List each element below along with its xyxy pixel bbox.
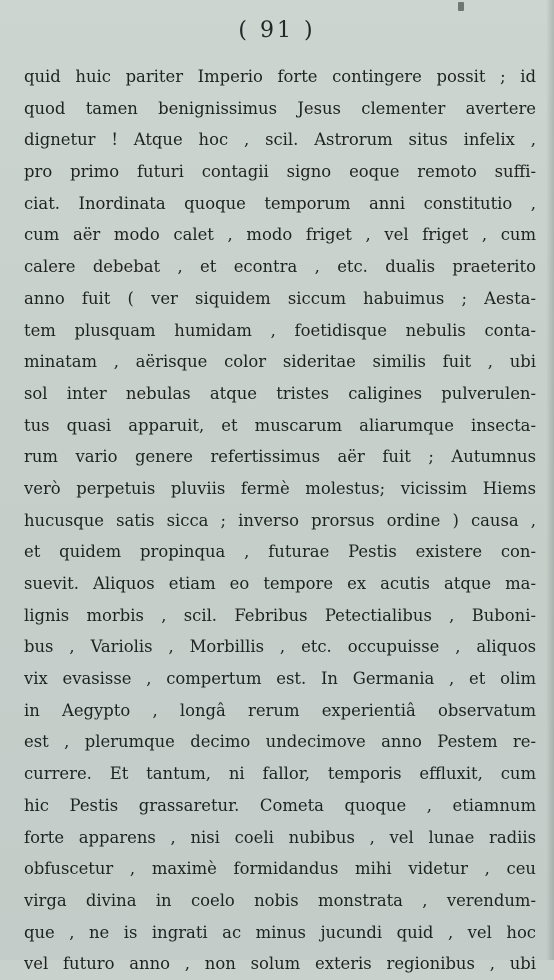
text-line: obfuscetur , maximè formidandus mihi videtur , ceu: [24, 859, 536, 879]
body-text: [24, 61, 536, 980]
text-line: suevit. Aliquos etiam eo tempore ex acutis atque ma-: [24, 574, 536, 593]
text-line: quid huic pariter Imperio forte contingere possit ; id: [24, 67, 536, 86]
text-line: tus quasi apparuit, et muscarum aliarumque insecta-: [24, 415, 536, 435]
text-line: virga divina in coelo nobis monstrata , verendum-: [24, 890, 536, 910]
text-line: est , plerumque decimo undecimove anno Pestem re-: [24, 732, 536, 752]
text-line: hic Pestis grassaretur. Cometa quoque , etiamnum: [24, 795, 536, 815]
text-line: lignis morbis , scil. Febribus Petectialibus , Buboni-: [24, 605, 536, 625]
text-line: rum vario genere refertissimus aër fuit ; Autumnus: [24, 447, 536, 467]
text-line: pro primo futuri contagii signo eoque remoto suffi-: [24, 162, 536, 182]
text-line: que , ne is ingrati ac minus jucundi quid , vel hoc: [24, 922, 536, 942]
page-edge-shadow: [546, 0, 554, 960]
text-line: minatam , aërisque color sideritae similis fuit , ubi: [24, 352, 536, 372]
text-line: forte apparens , nisi coeli nubibus , vel lunae radiis: [24, 827, 536, 847]
text-line: vel futuro anno , non solum exteris regionibus , ubi: [24, 954, 536, 974]
text-line: vix evasisse , compertum est. In Germania , et olim: [24, 669, 536, 689]
ink-mark: [458, 2, 464, 11]
text-line: cum aër modo calet , modo friget , vel friget , cum: [24, 225, 536, 245]
text-line: tem plusquam humidam , foetidisque nebulis conta-: [24, 320, 536, 340]
text-line: dignetur ! Atque hoc , scil. Astrorum situs infelix ,: [24, 130, 536, 150]
text-line: in Aegypto , longâ rerum experientiâ observatum: [24, 700, 536, 720]
text-line: ciat. Inordinata quoque temporum anni constitutio ,: [24, 193, 536, 213]
text-line: bus , Variolis , Morbillis , etc. occupuisse , aliquos: [24, 637, 536, 657]
text-line: verò perpetuis pluviis fermè molestus; vicissim Hiems: [24, 478, 536, 498]
text-line: hucusque satis sicca ; inverso prorsus ordine ) causa ,: [24, 510, 536, 530]
text-line: anno fuit ( ver siquidem siccum habuimus ; Aesta-: [24, 288, 536, 308]
text-line: et quidem propinqua , futurae Pestis existere con-: [24, 542, 536, 562]
text-line: currere. Et tantum, ni fallor, temporis effluxit, cum: [24, 764, 536, 784]
text-line: sol inter nebulas atque tristes caligines pulverulen-: [24, 383, 536, 403]
text-line: calere debebat , et econtra , etc. dualis praeterito: [24, 257, 536, 277]
text-line: quod tamen benignissimus Jesus clementer avertere: [24, 98, 536, 118]
page-number: ( 91 ): [238, 18, 316, 43]
